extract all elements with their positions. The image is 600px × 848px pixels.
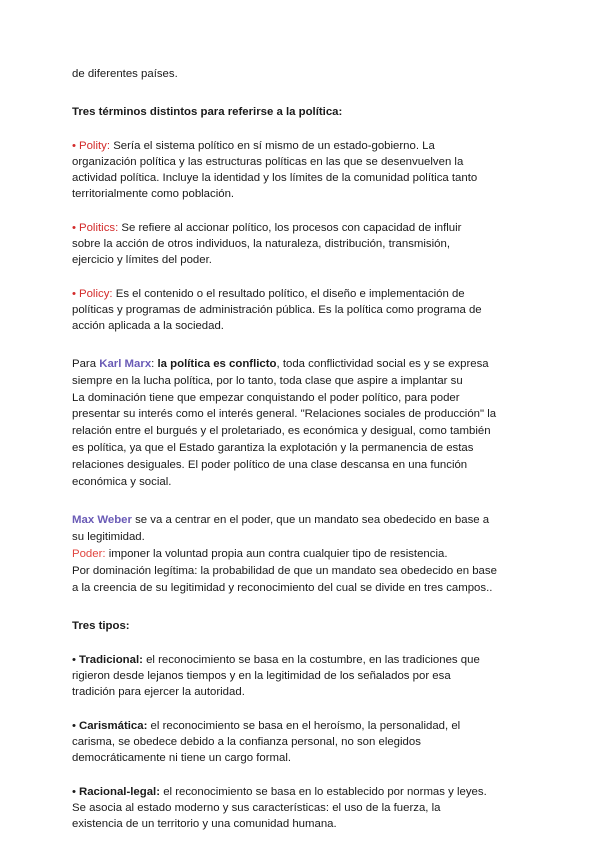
marx-line: es política, ya que el Estado garantiza la explotación y la permanencia de estas [72, 441, 474, 454]
polity-line: territorialmente como población. [72, 188, 235, 200]
marx-line: relaciones desiguales. El poder político de una clase descansa en una función [72, 458, 468, 471]
marx-name: Karl Marx [99, 358, 152, 370]
tradicional-line: el reconocimiento se basa en la costumbre, en las tradiciones que [142, 654, 480, 667]
polity-line: actividad política. Incluye la identidad y los límites de la comunidad política tanto [72, 172, 478, 184]
politics-paragraph [72, 220, 532, 268]
carismatica-line: el reconocimiento se basa en el heroísmo, la personalidad, el [147, 720, 461, 733]
polity-line: Sería el sistema político en sí mismo de un estado-gobierno. La [110, 140, 435, 152]
terms-heading-text: Tres términos distintos para referirse a la política: [72, 106, 343, 118]
terms-heading [72, 104, 532, 120]
marx-line: , toda conflictividad social es y se expresa [276, 358, 489, 370]
weber-paragraph [72, 512, 532, 596]
racional-paragraph [72, 784, 532, 832]
document-page [72, 66, 532, 832]
polity-term: Polity: [79, 140, 111, 152]
dominacion-line: a la creencia de su legitimidad y reconocimiento del cual se divide en tres campos.. [72, 581, 493, 594]
bullet-icon: • [72, 140, 76, 152]
poder-label: Poder: [72, 547, 106, 560]
carismatica-line: democráticamente ni tiene un cargo formal. [72, 752, 292, 765]
marx-paragraph [72, 356, 532, 490]
racional-line: existencia de un territorio y una comunidad humana. [72, 818, 337, 831]
marx-line: económica y social. [72, 475, 172, 488]
intro-tail-paragraph [72, 66, 532, 82]
marx-line: siempre en la lucha política, por lo tanto, toda clase que aspire a implantar su [72, 374, 463, 387]
marx-line: presentar su interés como el interés general. "Relaciones sociales de producción" la [72, 408, 497, 421]
bullet-icon: • [72, 654, 76, 667]
marx-bold-phrase: la política es conflicto [157, 358, 277, 370]
policy-paragraph [72, 286, 532, 334]
weber-line: se va a centrar en el poder, que un mandato sea obedecido en base a [131, 514, 490, 527]
policy-term: Policy: [79, 288, 113, 300]
politics-line: Se refiere al accionar político, los procesos con capacidad de influir [118, 222, 462, 234]
policy-line: Es el contenido o el resultado político, el diseño e implementación de [112, 288, 465, 300]
tradicional-label: Tradicional: [79, 654, 143, 667]
tradicional-paragraph [72, 652, 532, 700]
types-heading-text: Tres tipos: [72, 620, 130, 633]
tradicional-line: tradición para ejercer la autoridad. [72, 686, 245, 699]
carismatica-line: carisma, se obedece debido a la confianza personal, no son elegidos [72, 736, 421, 749]
policy-line: acción aplicada a la sociedad. [72, 320, 224, 332]
racional-label: Racional-legal: [79, 786, 161, 799]
marx-line: relación entre el burgués y el proletariado, es económica y desigual, como también [72, 425, 491, 438]
policy-line: políticas y programas de administración pública. Es la política como programa de [72, 304, 482, 316]
marx-line: La dominación tiene que empezar conquistando el poder político, para poder [72, 391, 460, 404]
bullet-icon: • [72, 222, 76, 234]
polity-paragraph [72, 138, 532, 202]
politics-line: ejercicio y límites del poder. [72, 254, 212, 266]
tradicional-line: rigieron desde lejanos tiempos y en la legitimidad de los señalados por esa [72, 670, 451, 683]
intro-tail-text: de diferentes países. [72, 68, 178, 80]
bullet-icon: • [72, 720, 76, 733]
types-heading [72, 618, 532, 634]
marx-sep: : [151, 358, 158, 370]
polity-line: organización política y las estructuras políticas en las que se desenvuelven la [72, 156, 464, 168]
politics-line: sobre la acción de otros individuos, la naturaleza, distribución, transmisión, [72, 238, 450, 250]
carismatica-paragraph [72, 718, 532, 766]
poder-text: imponer la voluntad propia aun contra cualquier tipo de resistencia. [105, 547, 448, 560]
racional-line: Se asocia al estado moderno y sus características: el uso de la fuerza, la [72, 802, 441, 815]
politics-term: Politics: [79, 222, 119, 234]
carismatica-label: Carismática: [79, 720, 148, 733]
dominacion-line: Por dominación legítima: la probabilidad de que un mandato sea obedecido en base [72, 564, 497, 577]
weber-line: su legitimidad. [72, 531, 145, 544]
marx-prefix: Para [72, 358, 100, 370]
bullet-icon: • [72, 786, 76, 799]
racional-line: el reconocimiento se basa en lo establecido por normas y leyes. [160, 786, 487, 799]
weber-name: Max Weber [72, 514, 132, 527]
bullet-icon: • [72, 288, 76, 300]
